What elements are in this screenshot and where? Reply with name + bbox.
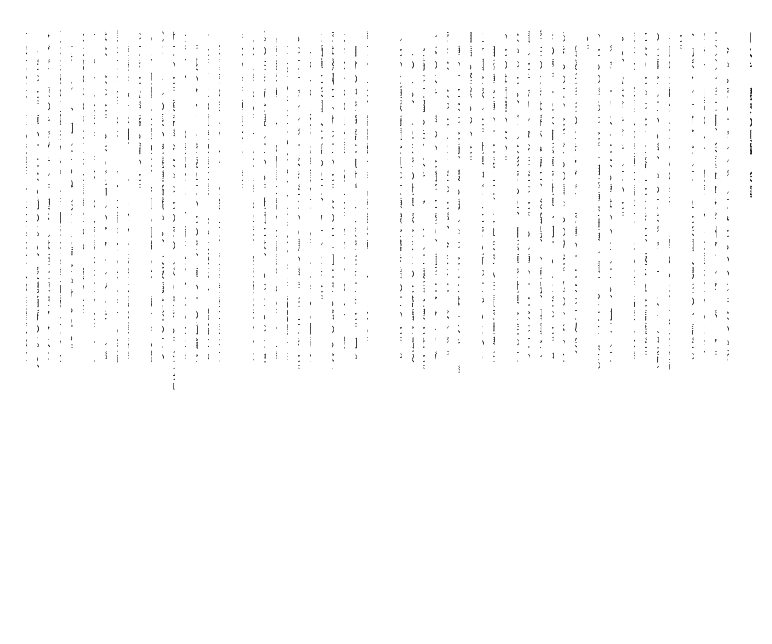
text-line [48,30,49,624]
text-line [344,30,345,624]
text-line [517,30,519,624]
text-line [253,30,254,624]
text-line [727,30,729,624]
text-line [435,30,437,624]
text-line [71,30,72,624]
text-line [587,30,589,624]
text-line [680,30,682,624]
text-line [332,30,333,624]
text-line [412,30,414,624]
text-line [37,30,38,624]
text-line [230,30,231,624]
text-line [715,30,717,624]
text-line [645,30,647,624]
text-line [598,30,600,624]
text-line [83,30,84,624]
text-line [367,30,368,624]
text-line [208,30,209,624]
text-line [219,30,220,624]
text-line [310,30,311,624]
text-line [610,30,612,624]
text-line [470,30,472,624]
text-line [447,30,449,624]
text-line [657,30,659,624]
text-line [298,30,299,624]
text-line [634,30,636,624]
text-line [94,30,95,624]
text-line [151,30,152,624]
text-line [196,30,197,624]
text-line [552,30,554,624]
text-line [563,30,565,624]
text-line [423,30,425,624]
text-line [692,30,694,624]
left-half [16,30,368,630]
text-line [276,30,277,624]
right-half [390,30,752,630]
text-line [162,30,163,624]
text-line [458,30,460,624]
text-line [739,30,741,624]
text-line [540,30,542,624]
text-line [622,30,624,624]
text-line [264,30,265,624]
text-line [493,30,495,624]
text-line [185,30,186,624]
text-line [704,30,706,624]
text-line [355,30,356,624]
text-line [575,30,577,624]
text-line [321,30,322,624]
text-line [242,30,243,624]
text-line [482,30,484,624]
text-line [139,30,140,624]
text-line [528,30,530,624]
text-line [287,30,288,624]
text-line [26,30,27,624]
text-line [60,30,61,624]
text-line [400,30,402,624]
text-line [128,30,129,624]
text-line [173,30,174,624]
text-line [669,30,671,624]
text-line [117,30,118,624]
text-line [505,30,507,624]
text-line [105,30,106,624]
section-heading [750,30,752,624]
